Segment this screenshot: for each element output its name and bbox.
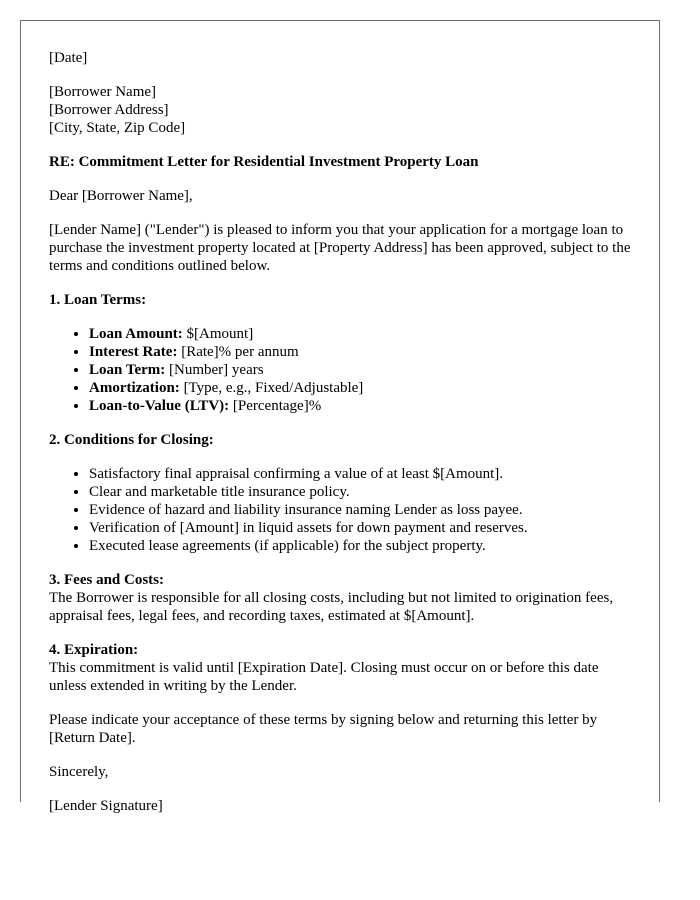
list-item xyxy=(89,325,631,343)
expiration-section xyxy=(49,641,631,695)
term-value: [Percentage]% xyxy=(229,398,322,414)
borrower-name: [Borrower Name] xyxy=(49,84,157,100)
term-label: Interest Rate: xyxy=(89,344,178,360)
closing-line: Sincerely, xyxy=(49,764,109,780)
list-item: • Clear and marketable title insurance policy. xyxy=(89,483,631,501)
list-item xyxy=(89,361,631,379)
term-label: Loan-to-Value (LTV): xyxy=(89,398,230,414)
list-item xyxy=(89,379,631,397)
borrower-city-state-zip: [City, State, Zip Code] xyxy=(49,120,186,136)
closing-conditions-list xyxy=(49,465,631,555)
list-item: • Executed lease agreements (if applicable) for the subject property. xyxy=(89,537,631,555)
term-value: $[Amount] xyxy=(182,326,254,342)
term-label: Loan Amount: xyxy=(89,326,183,342)
expiration-heading: 4. Expiration: xyxy=(49,642,139,658)
borrower-address: [Borrower Address] xyxy=(49,102,169,118)
term-label: Loan Term: xyxy=(89,362,166,378)
acceptance-paragraph: Please indicate your acceptance of these terms by signing below and returning this letter by [Return Date]. xyxy=(49,712,598,746)
list-item: • Evidence of hazard and liability insurance naming Lender as loss payee. xyxy=(89,501,631,519)
list-item xyxy=(89,397,631,415)
fees-section xyxy=(49,571,631,625)
term-label: Amortization: xyxy=(89,380,180,396)
list-item: • Satisfactory final appraisal confirming a value of at least $[Amount]. xyxy=(89,465,631,483)
loan-terms-list xyxy=(49,325,631,415)
letter-page xyxy=(20,20,660,814)
fees-text: The Borrower is responsible for all closing costs, including but not limited to origination fees, appraisal fees, legal fees, and recording taxes, estimated at $[Amount]. xyxy=(49,590,614,624)
list-item xyxy=(89,343,631,361)
term-value: [Type, e.g., Fixed/Adjustable] xyxy=(179,380,364,396)
letter-subject: RE: Commitment Letter for Residential Investment Property Loan xyxy=(49,154,479,170)
list-item: • Verification of [Amount] in liquid assets for down payment and reserves. xyxy=(89,519,631,537)
intro-paragraph: [Lender Name] ("Lender") is pleased to inform you that your application for a mortgage loan to purchase the investment property located at [Property Address] has been approved, subject to the terms and conditions outlined below. xyxy=(49,222,631,274)
letter-date: [Date] xyxy=(49,50,88,66)
closing-conditions-heading: 2. Conditions for Closing: xyxy=(49,432,214,448)
fees-heading: 3. Fees and Costs: xyxy=(49,572,164,588)
term-value: [Rate]% per annum xyxy=(177,344,299,360)
salutation: Dear [Borrower Name], xyxy=(49,188,193,204)
loan-terms-heading: 1. Loan Terms: xyxy=(49,292,147,308)
term-value: [Number] years xyxy=(165,362,264,378)
expiration-text: This commitment is valid until [Expiration Date]. Closing must occur on or before this date unless extended in writing by the Lender. xyxy=(49,660,599,694)
borrower-block xyxy=(49,83,631,137)
signature-line: [Lender Signature] xyxy=(49,798,163,814)
letter-content xyxy=(21,21,659,815)
